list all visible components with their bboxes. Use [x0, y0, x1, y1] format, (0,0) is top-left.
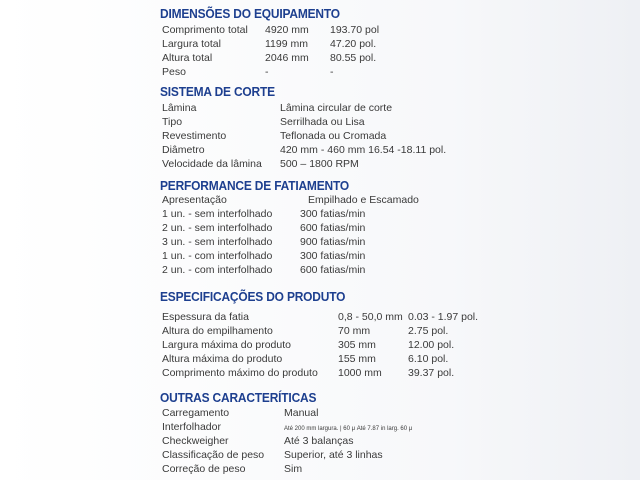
spec-value-metric: 1000 mm [338, 367, 382, 379]
spec-label: 2 un. - sem interfolhado [162, 222, 273, 234]
spec-label: Tipo [162, 116, 183, 128]
spec-label: 3 un. - sem interfolhado [162, 236, 273, 248]
section-title: DIMENSÕES DO EQUIPAMENTO [160, 6, 340, 21]
spec-value-metric: 0,8 - 50,0 mm [338, 311, 403, 323]
spec-value: 420 mm - 460 mm 16.54 -18.11 pol. [280, 144, 447, 156]
spec-row [162, 310, 492, 324]
spec-row [162, 434, 492, 448]
spec-row [162, 338, 492, 352]
spec-value-imperial: 193.70 pol [330, 24, 380, 36]
spec-value-imperial: - [330, 66, 334, 78]
spec-value: 900 fatias/min [300, 236, 366, 248]
spec-row [162, 221, 492, 235]
spec-row [162, 448, 492, 462]
spec-row [162, 207, 492, 221]
spec-value-imperial: 47.20 pol. [330, 38, 377, 50]
spec-label: Altura total [162, 52, 213, 64]
spec-label: Altura do empilhamento [162, 325, 273, 337]
spec-label: Largura máxima do produto [162, 339, 291, 351]
spec-row [162, 420, 492, 434]
spec-label: Altura máxima do produto [162, 353, 283, 365]
spec-value-metric: 70 mm [338, 325, 371, 337]
spec-value-metric: 305 mm [338, 339, 376, 351]
spec-row [162, 324, 492, 338]
spec-value: 500 – 1800 RPM [280, 158, 359, 170]
spec-value: Teflonada ou Cromada [280, 130, 387, 142]
spec-value: 600 fatias/min [300, 222, 366, 234]
spec-value: 300 fatias/min [300, 250, 366, 262]
spec-label: Revestimento [162, 130, 227, 142]
spec-label: Checkweigher [162, 435, 229, 447]
spec-label: Correção de peso [162, 463, 246, 475]
spec-label: Apresentação [162, 194, 227, 206]
spec-row [162, 462, 492, 476]
section-title: ESPECIFICAÇÕES DO PRODUTO [160, 289, 346, 304]
spec-value-imperial: 6.10 pol. [408, 353, 449, 365]
spec-label: Lâmina [162, 102, 197, 114]
spec-panel [150, 0, 490, 480]
spec-row [162, 129, 492, 143]
spec-label: Interfolhador [162, 421, 221, 433]
spec-value: Lâmina circular de corte [280, 102, 393, 114]
spec-row [162, 263, 492, 277]
spec-row [162, 115, 492, 129]
spec-row [162, 37, 492, 51]
spec-row [162, 193, 492, 207]
spec-label: 1 un. - sem interfolhado [162, 208, 273, 220]
spec-value-imperial: 0.03 - 1.97 pol. [408, 311, 479, 323]
spec-value-imperial: 12.00 pol. [408, 339, 455, 351]
spec-value-metric: 2046 mm [265, 52, 309, 64]
spec-row [162, 157, 492, 171]
section-title: SISTEMA DE CORTE [160, 84, 275, 99]
spec-label: Largura total [162, 38, 221, 50]
spec-value-metric: 155 mm [338, 353, 376, 365]
section-title: OUTRAS CARACTERÍTICAS [160, 390, 317, 405]
spec-value-metric: 4920 mm [265, 24, 309, 36]
spec-label: Espessura da fatia [162, 311, 249, 323]
spec-value: Superior, até 3 linhas [284, 449, 383, 461]
spec-value-imperial: 2.75 pol. [408, 325, 449, 337]
spec-value: Até 3 balanças [284, 435, 354, 447]
spec-label: Comprimento máximo do produto [162, 367, 318, 379]
spec-row [162, 101, 492, 115]
spec-value-metric: - [265, 66, 269, 78]
spec-row [162, 23, 492, 37]
spec-row [162, 352, 492, 366]
spec-label: Classificação de peso [162, 449, 265, 461]
spec-label: 1 un. - com interfolhado [162, 250, 273, 262]
spec-row [162, 249, 492, 263]
spec-value: Empilhado e Escamado [308, 194, 419, 206]
spec-row [162, 65, 492, 79]
spec-label: Velocidade da lâmina [162, 158, 262, 170]
spec-value: 300 fatias/min [300, 208, 366, 220]
section-title: PERFORMANCE DE FATIAMENTO [160, 178, 349, 193]
spec-label: Diâmetro [162, 144, 205, 156]
spec-row [162, 51, 492, 65]
spec-label: Carregamento [162, 407, 230, 419]
spec-row [162, 366, 492, 380]
spec-value-metric: 1199 mm [265, 38, 308, 50]
spec-row [162, 143, 492, 157]
spec-label: Peso [162, 66, 186, 78]
spec-value: Até 200 mm largura. | 60 μ Até 7.87 in larg. 60 μ [284, 426, 413, 432]
spec-value-imperial: 80.55 pol. [330, 52, 377, 64]
spec-row [162, 406, 492, 420]
spec-value-imperial: 39.37 pol. [408, 367, 455, 379]
spec-value: Sim [284, 463, 303, 475]
spec-label: 2 un. - com interfolhado [162, 264, 273, 276]
spec-label: Comprimento total [162, 24, 248, 36]
spec-value: Manual [284, 407, 319, 419]
spec-value: Serrilhada ou Lisa [280, 116, 365, 128]
spec-value: 600 fatias/min [300, 264, 366, 276]
spec-row [162, 235, 492, 249]
